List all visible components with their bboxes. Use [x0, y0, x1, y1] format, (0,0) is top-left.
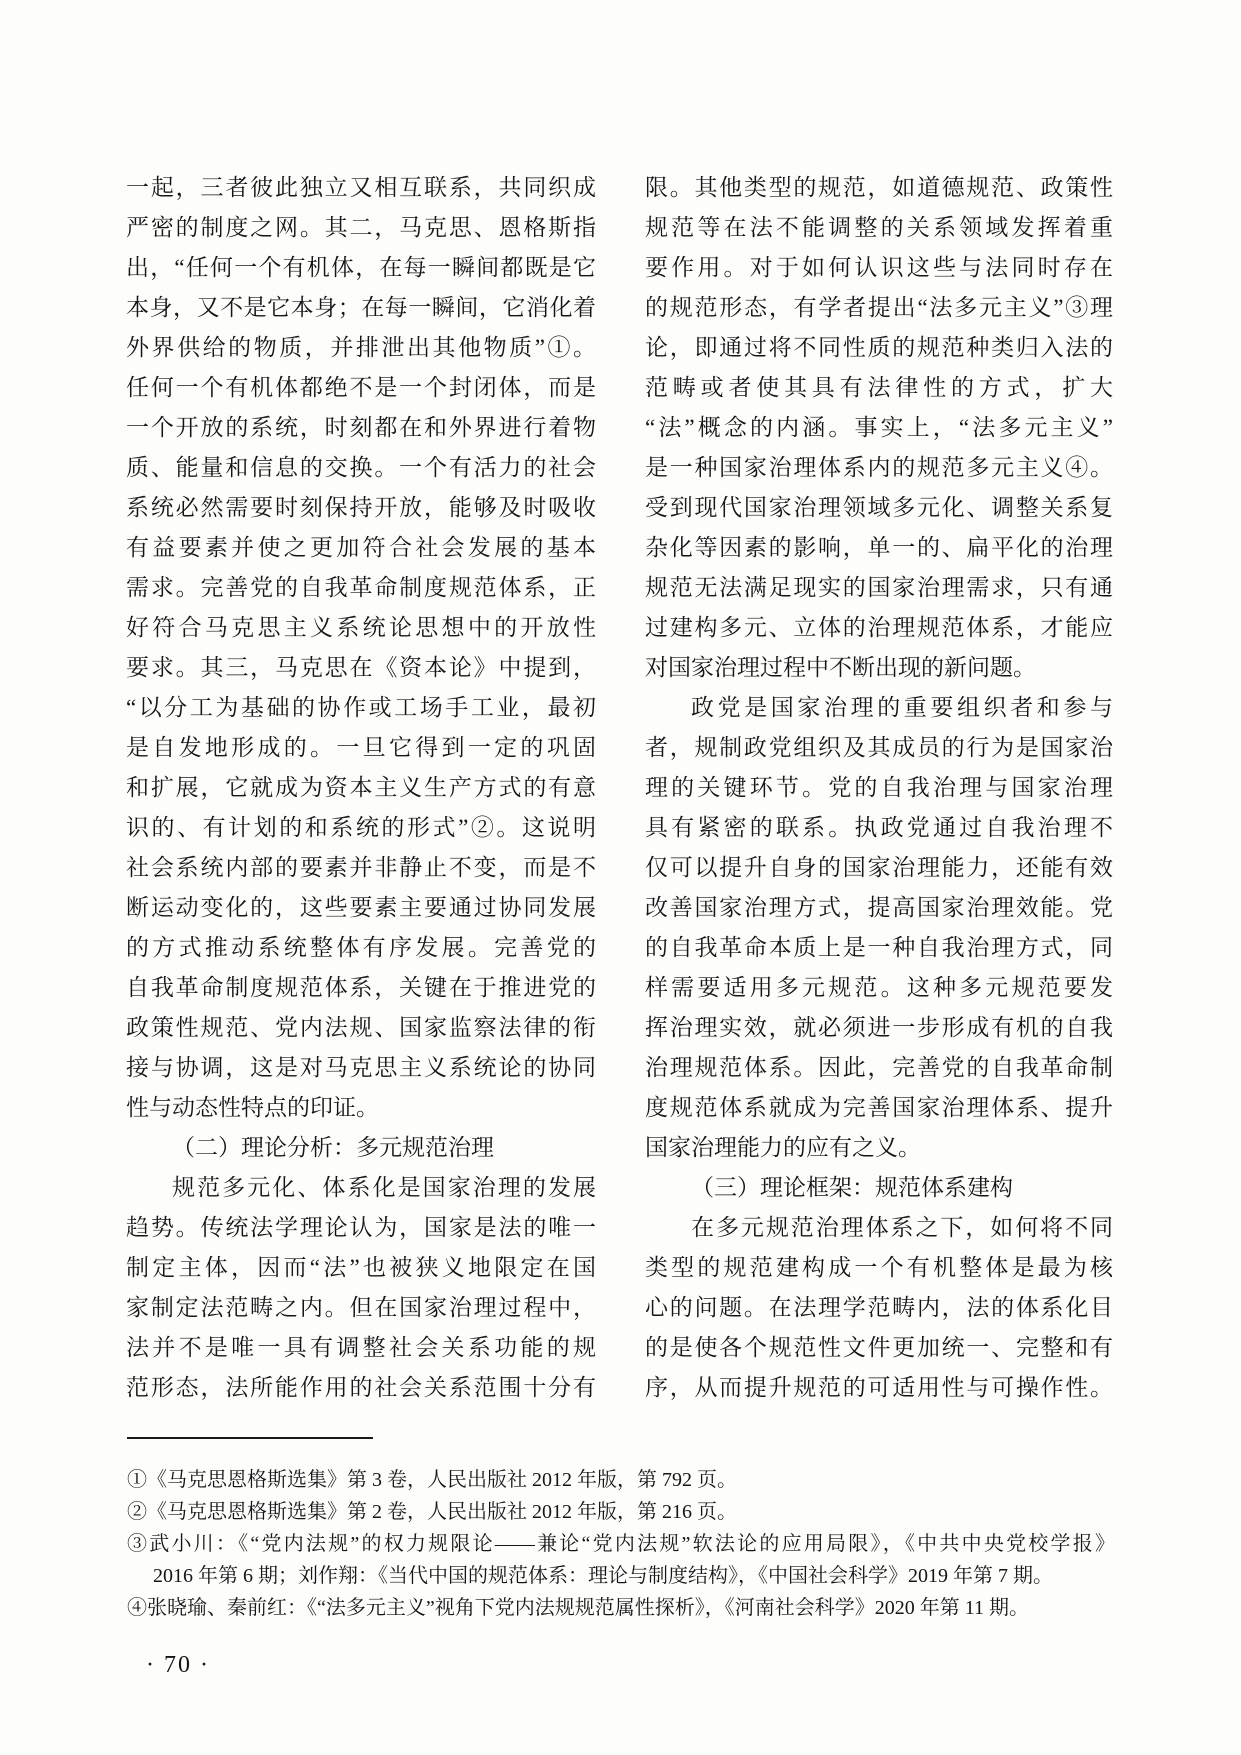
text-line: 政党是国家治理的重要组织者和参与 [691, 695, 1113, 720]
text-line: 者，规制政党组织及其成员的行为是国家治 [645, 735, 1113, 760]
text-line: 任何一个有机体都绝不是一个封闭体，而是 [126, 375, 596, 400]
text-line: 改善国家治理方式，提高国家治理效能。党 [645, 895, 1113, 920]
text-line: 治理规范体系。因此，完善党的自我革命制 [645, 1055, 1113, 1080]
text-line: 趋势。传统法学理论认为，国家是法的唯一 [126, 1215, 596, 1240]
text-line: 的自我革命本质上是一种自我治理方式，同 [645, 935, 1113, 960]
footnote-line: 2016 年第 6 期；刘作翔：《当代中国的规范体系：理论与制度结构》，《中国社会科学》2019 年第 7 期。 [153, 1565, 1053, 1587]
text-line: 严密的制度之网。其二，马克思、恩格斯指 [126, 215, 596, 240]
text-line: “法”概念的内涵。事实上，“法多元主义” [645, 415, 1113, 440]
text-line: 一个开放的系统，时刻都在和外界进行着物 [126, 415, 596, 440]
text-line: 识的、有计划的和系统的形式”②。这说明 [126, 815, 596, 840]
text-line: 本身，又不是它本身；在每一瞬间，它消化着 [126, 295, 596, 320]
text-line: 法并不是唯一具有调整社会关系功能的规 [126, 1335, 596, 1360]
text-line: “以分工为基础的协作或工场手工业，最初 [126, 695, 596, 720]
text-line: 国家治理能力的应有之义。 [645, 1135, 921, 1160]
text-line: 理的关键环节。党的自我治理与国家治理 [645, 775, 1113, 800]
text-line: 规范等在法不能调整的关系领域发挥着重 [645, 215, 1113, 240]
text-line: 心的问题。在法理学范畴内，法的体系化目 [645, 1295, 1113, 1320]
text-line: 挥治理实效，就必须进一步形成有机的自我 [645, 1015, 1113, 1040]
text-line: 杂化等因素的影响，单一的、扁平化的治理 [645, 535, 1113, 560]
text-line: 社会系统内部的要素并非静止不变，而是不 [126, 855, 596, 880]
text-line: 的规范形态，有学者提出“法多元主义”③理 [645, 295, 1113, 320]
text-line: 家制定法范畴之内。但在国家治理过程中， [126, 1295, 596, 1320]
text-line: 受到现代国家治理领域多元化、调整关系复 [645, 495, 1113, 520]
text-line: 是一种国家治理体系内的规范多元主义④。 [645, 455, 1113, 480]
text-line: 序，从而提升规范的可适用性与可操作性。 [645, 1375, 1113, 1400]
footnote-separator [127, 1437, 373, 1439]
footnote-line: ①《马克思恩格斯选集》第 3 卷，人民出版社 2012 年版，第 792 页。 [127, 1469, 737, 1491]
text-line: 系统必然需要时刻保持开放，能够及时吸收 [126, 495, 596, 520]
text-line: 范畴或者使其具有法律性的方式，扩大 [645, 375, 1113, 400]
section-heading-2: （二）理论分析：多元规范治理 [172, 1135, 494, 1160]
footnotes [127, 1464, 1115, 1624]
right-column [645, 168, 1113, 1408]
text-line: 过建构多元、立体的治理规范体系，才能应 [645, 615, 1113, 640]
text-line: 在多元规范治理体系之下，如何将不同 [691, 1215, 1113, 1240]
text-line: 出，“任何一个有机体，在每一瞬间都既是它 [126, 255, 596, 280]
text-line: 是自发地形成的。一旦它得到一定的巩固 [126, 735, 596, 760]
text-line: 性与动态性特点的印证。 [126, 1095, 379, 1120]
text-line: 规范多元化、体系化是国家治理的发展 [172, 1175, 596, 1200]
text-line: 好符合马克思主义系统论思想中的开放性 [126, 615, 596, 640]
text-line: 规范无法满足现实的国家治理需求，只有通 [645, 575, 1113, 600]
text-line: 类型的规范建构成一个有机整体是最为核 [645, 1255, 1113, 1280]
footnote-line: ②《马克思恩格斯选集》第 2 卷，人民出版社 2012 年版，第 216 页。 [127, 1501, 737, 1523]
text-line: 断运动变化的，这些要素主要通过协同发展 [126, 895, 596, 920]
text-line: 样需要适用多元规范。这种多元规范要发 [645, 975, 1113, 1000]
text-line: 论，即通过将不同性质的规范种类归入法的 [645, 335, 1113, 360]
text-line: 接与协调，这是对马克思主义系统论的协同 [126, 1055, 596, 1080]
text-line: 要求。其三，马克思在《资本论》中提到， [126, 655, 596, 680]
text-line: 质、能量和信息的交换。一个有活力的社会 [126, 455, 596, 480]
text-line: 具有紧密的联系。执政党通过自我治理不 [645, 815, 1113, 840]
text-line: 有益要素并使之更加符合社会发展的基本 [126, 535, 596, 560]
left-column [126, 168, 596, 1408]
text-line: 度规范体系就成为完善国家治理体系、提升 [645, 1095, 1113, 1120]
text-line: 需求。完善党的自我革命制度规范体系，正 [126, 575, 596, 600]
section-heading-3: （三）理论框架：规范体系建构 [691, 1175, 1013, 1200]
text-line: 对国家治理过程中不断出现的新问题。 [645, 655, 1036, 680]
page-number: · 70 · [146, 1652, 210, 1678]
text-line: 和扩展，它就成为资本主义生产方式的有意 [126, 775, 596, 800]
text-line: 政策性规范、党内法规、国家监察法律的衔 [126, 1015, 596, 1040]
text-line: 一起，三者彼此独立又相互联系，共同织成 [126, 175, 596, 200]
text-line: 范形态，法所能作用的社会关系范围十分有 [126, 1375, 596, 1400]
text-line: 制定主体，因而“法”也被狭义地限定在国 [126, 1255, 596, 1280]
text-line: 限。其他类型的规范，如道德规范、政策性 [645, 175, 1113, 200]
footnote-line: ④张晓瑜、秦前红：《“法多元主义”视角下党内法规规范属性探析》，《河南社会科学》2020 年第 11 期。 [127, 1597, 1030, 1619]
footnote-line: ③武小川：《“党内法规”的权力规限论——兼论“党内法规”软法论的应用局限》，《中共中央党校学报》 [127, 1533, 1115, 1555]
text-line: 的方式推动系统整体有序发展。完善党的 [126, 935, 596, 960]
text-line: 要作用。对于如何认识这些与法同时存在 [645, 255, 1113, 280]
text-line: 的是使各个规范性文件更加统一、完整和有 [645, 1335, 1113, 1360]
text-line: 仅可以提升自身的国家治理能力，还能有效 [645, 855, 1113, 880]
text-line: 外界供给的物质，并排泄出其他物质”①。 [126, 335, 596, 360]
text-line: 自我革命制度规范体系，关键在于推进党的 [126, 975, 596, 1000]
